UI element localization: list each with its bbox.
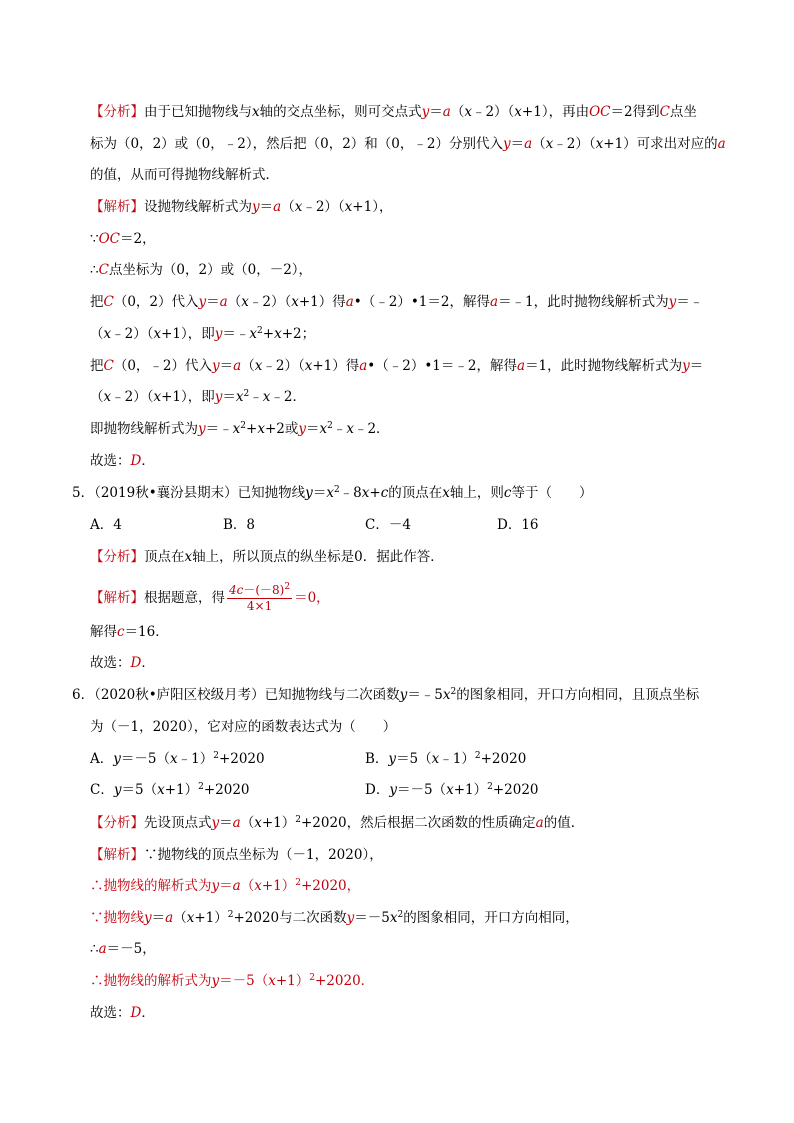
q4-solution-line-6: 把C（0，﹣2）代入y＝a（x﹣2）（x+1）得a•（﹣2）•1＝﹣2，解得a＝1，此时抛物线解析式为y＝ <box>90 358 704 374</box>
q4-solution-line-8: 即抛物线解析式为$y=﹣x^2+x+2$或$y=x^2﹣x﹣2$． <box>90 421 390 437</box>
q4-solution-line-7: （x﹣2）（x+1），即$y=x^2﹣x﹣2$． <box>90 389 306 405</box>
q4-analysis-line-2: 标为（0，2）或（0，﹣2），然后把（0，2）和（0，﹣2）分别代入y＝a（x﹣2）（x+1）可求出对应的a <box>90 136 726 152</box>
q6-option-a: A．y＝－5（x﹣1）$^2$+2020 <box>90 751 265 767</box>
q6-solution-line-2: ∴抛物线的解析式为$y=a(x+1)^2+2020$， <box>90 878 361 894</box>
q6-solution-line-3: ∵抛物线$y=a(x+1)^2+2020$与二次函数$y=-5x^2$的图象相同，开口方向相同， <box>90 910 579 926</box>
q5-solution-line-2: 解得c＝16． <box>90 624 169 640</box>
q6-solution-line-4: ∴a＝－5， <box>90 941 156 957</box>
q5-analysis: 【分析】顶点在x轴上，所以顶点的纵坐标是0．据此作答． <box>90 549 444 565</box>
q4-solution-line-2: ∵OC＝2， <box>90 231 156 247</box>
q6-solution-line-1: 【解析】∵抛物线的顶点坐标为（－1，2020）， <box>90 847 383 863</box>
q5-solution-line-1: 【解析】根据题意，得 $\frac{4c-(-8)^2}{4\times 1}$ ＝0， <box>90 582 330 613</box>
q5-answer: 故选：D． <box>90 655 155 671</box>
q4-analysis-line-3: 的值，从而可得抛物线解析式． <box>90 167 279 183</box>
q4-solution-line-5: （x﹣2）（x+1），即$y=﹣x^2+x+2$； <box>90 326 316 342</box>
q5-option-d: D．16 <box>497 517 539 533</box>
q4-solution-line-1: 【解析】设抛物线解析式为y＝a（x﹣2）（x+1）， <box>90 199 393 215</box>
q6-analysis: 【分析】先设顶点式$y=a(x+1)^2+2020$，然后根据二次函数的性质确定a的值． <box>90 815 585 831</box>
q6-option-c: C．$y=5(x+1)^2+2020$ <box>90 782 250 798</box>
q4-answer: 故选：D． <box>90 453 155 469</box>
q6-solution-line-5: ∴抛物线的解析式为$y=-5(x+1)^2+2020$． <box>90 973 375 989</box>
q4-solution-line-3: ∴C点坐标为（0，2）或（0，－2）， <box>90 262 313 278</box>
fraction: $\frac{4c-(-8)^2}{4\times 1}$ <box>229 582 291 613</box>
q6-stem-line-1: 6．（2020秋•庐阳区校级月考）已知抛物线与二次函数$y=﹣5x^2$的图象相同，开口方向相同，且顶点坐标 <box>72 687 700 703</box>
q5-option-b: B．8 <box>223 517 256 533</box>
q5-stem: 5．（2019秋•襄汾县期末）已知抛物线$y=x^2﹣8x+c$的顶点在x轴上，则c等于（ ） <box>72 485 593 501</box>
q4-analysis-line-1: 【分析】由于已知抛物线与x轴的交点坐标，则可交点式y＝a（x﹣2）（x+1），再由OC＝2得到C点坐 <box>90 104 697 120</box>
q6-stem-line-2: 为（－1，2020），它对应的函数表达式为（ ） <box>90 719 397 735</box>
q5-option-c: C．－4 <box>365 517 411 533</box>
q4-solution-line-4: 把C（0，2）代入y＝a（x﹣2）（x+1）得a•（﹣2）•1＝2，解得a＝﹣1，此时抛物线解析式为y＝﹣ <box>90 294 704 310</box>
q5-option-a: A．4 <box>90 517 122 533</box>
q6-answer: 故选：D． <box>90 1005 155 1021</box>
q6-option-d: D．$y=-5(x+1)^2+2020$ <box>365 782 539 798</box>
q6-option-b: B．y＝5（x﹣1）$^2$+2020 <box>365 751 527 767</box>
